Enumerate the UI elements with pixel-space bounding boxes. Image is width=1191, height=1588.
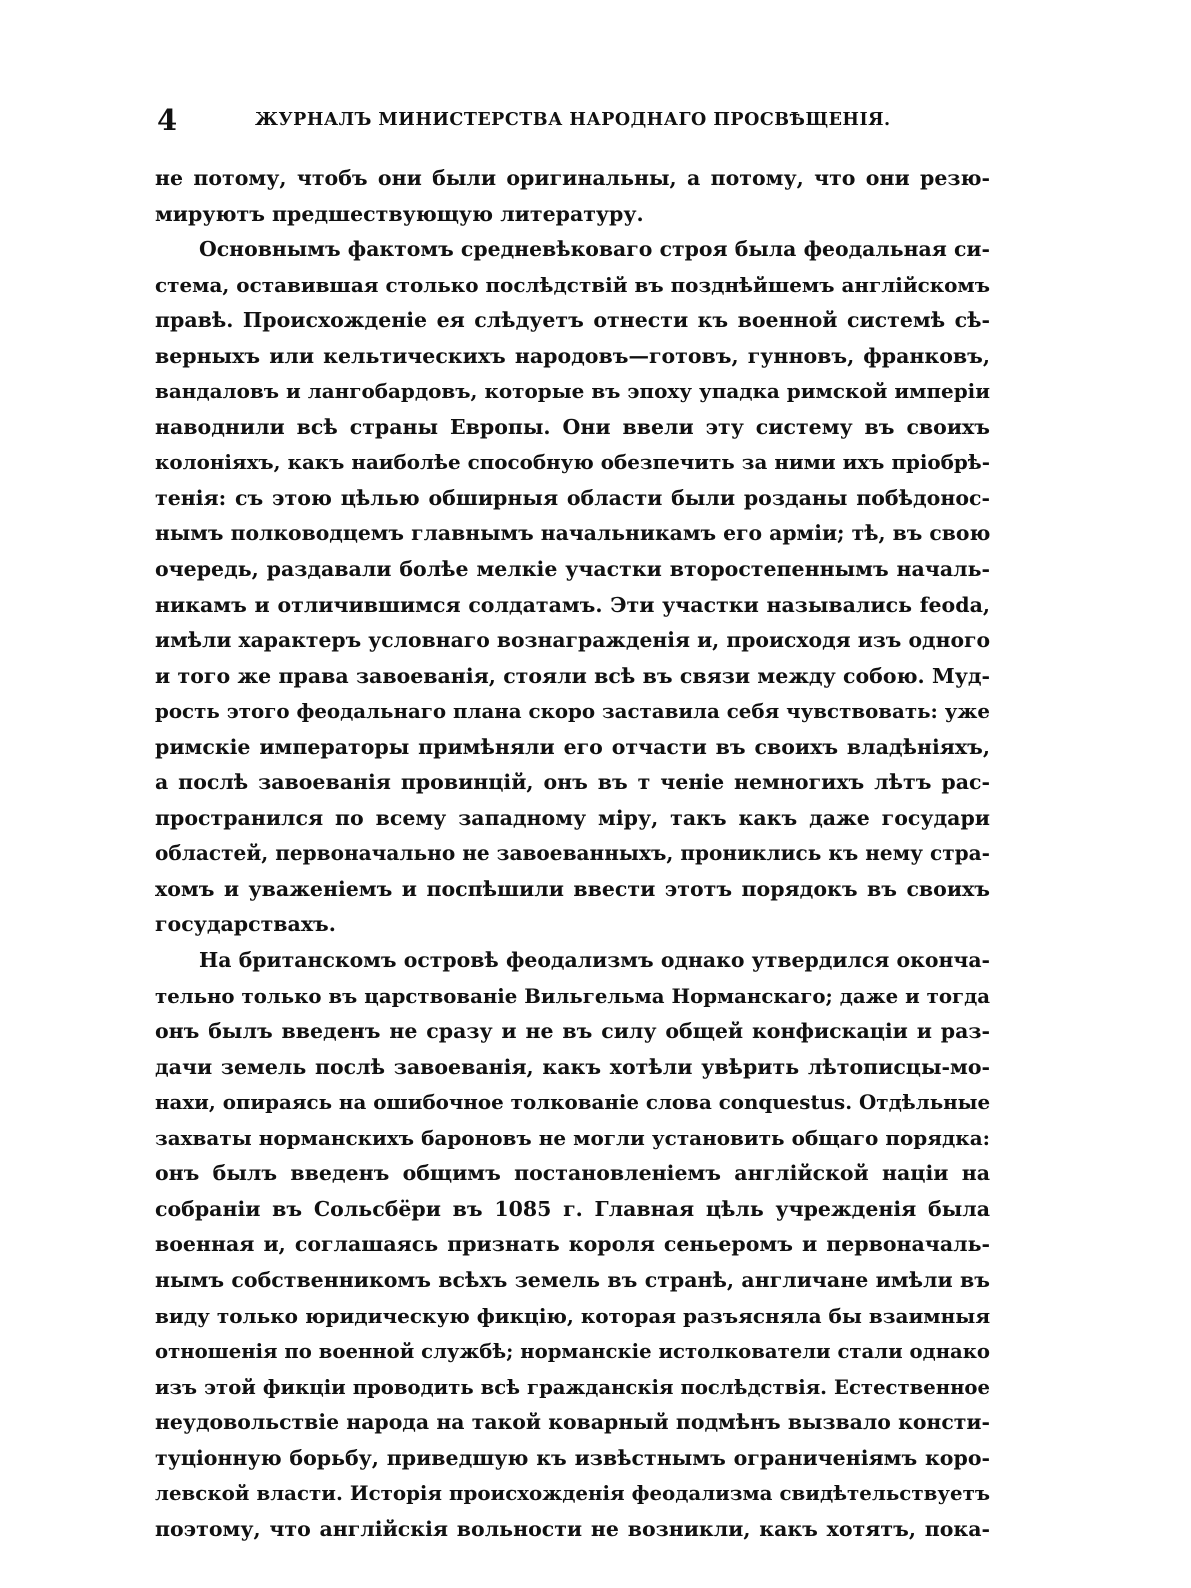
- text-line: тельно только въ царствованіе Вильгельма Норманскаго; даже и тогда: [155, 983, 990, 1008]
- text-line: государствахъ.: [155, 912, 336, 937]
- running-title: ЖУРНАЛЪ МИНИСТЕРСТВА НАРОДНАГО ПРОСВѢЩЕНІЯ.: [255, 110, 891, 130]
- text-line: собраніи въ Сольсбёри въ 1085 г. Главная цѣль учрежденія была: [155, 1196, 990, 1221]
- text-line: верныхъ или кельтическихъ народовъ—готовъ, гунновъ, франковъ,: [155, 343, 990, 368]
- text-line: нымъ собственникомъ всѣхъ земель въ странѣ, англичане имѣли въ: [155, 1267, 990, 1292]
- text-line: нахи, опираясь на ошибочное толкованіе слова conquestus. Отдѣльные: [155, 1090, 991, 1115]
- text-line: правѣ. Происхожденіе ея слѣдуетъ отнести къ военной системѣ сѣ-: [155, 308, 990, 333]
- text-line: туціонную борьбу, приведшую къ извѣстнымъ ограниченіямъ коро-: [155, 1445, 990, 1470]
- paragraph-start-line: Основнымъ фактомъ средневѣковаго строя была феодальная си-: [199, 237, 990, 262]
- text-line: и того же права завоеванія, стояли всѣ въ связи между собою. Муд-: [155, 663, 990, 688]
- text-line: захваты норманскихъ бароновъ не могли установить общаго порядка:: [155, 1125, 990, 1150]
- text-line: онъ былъ введенъ общимъ постановленіемъ англійской націи на: [155, 1161, 990, 1186]
- text-line: очередь, раздавали болѣе мелкіе участки второстепеннымъ началь-: [155, 557, 990, 582]
- text-line: дачи земель послѣ завоеванія, какъ хотѣли увѣрить лѣтописцы-мо-: [155, 1054, 990, 1079]
- text-line: отношенія по военной службѣ; норманскіе истолкователи стали однако: [155, 1340, 990, 1364]
- text-line: рость этого феодальнаго плана скоро заставила себя чувствовать: уже: [155, 699, 990, 724]
- text-line: а послѣ завоеванія провинцій, онъ въ т ченіе немногихъ лѣтъ рас-: [155, 770, 990, 795]
- text-line: виду только юридическую фикцію, которая разъясняла бы взаимныя: [155, 1303, 991, 1328]
- text-line: поэтому, что англійскія вольности не возникли, какъ хотятъ, пока-: [155, 1516, 990, 1541]
- text-line: колоніяхъ, какъ наиболѣе способную обезпечить за ними ихъ пріобрѣ-: [155, 450, 990, 475]
- text-line: никамъ и отличившимся солдатамъ. Эти участки назывались feoda,: [155, 592, 990, 617]
- text-line: онъ былъ введенъ не сразу и не въ силу общей конфискаціи и раз-: [155, 1019, 990, 1044]
- text-line: областей, первоначально не завоеванныхъ, прониклись къ нему стра-: [155, 841, 990, 866]
- paragraph-start-line: На британскомъ островѣ феодализмъ однако утвердился оконча-: [199, 948, 990, 973]
- text-line: хомъ и уваженіемъ и поспѣшили ввести этотъ порядокъ въ своихъ: [155, 876, 990, 901]
- text-line: неудовольствіе народа на такой коварный подмѣнъ вызвало консти-: [155, 1410, 990, 1435]
- text-line: наводнили всѣ страны Европы. Они ввели эту систему въ своихъ: [155, 414, 990, 439]
- text-line: левской власти. Исторія происхожденія феодализма свидѣтельствуетъ: [155, 1481, 990, 1506]
- text-line: мируютъ предшествующую литературу.: [155, 201, 644, 226]
- text-line: пространился по всему западному міру, такъ какъ даже государи: [155, 805, 990, 830]
- text-line: тенія: съ этою цѣлью обширныя области были розданы побѣдонос-: [155, 485, 990, 510]
- text-line: римскіе императоры примѣняли его отчасти въ своихъ владѣніяхъ,: [155, 734, 990, 759]
- page-number: 4: [157, 103, 178, 137]
- body-text: [155, 161, 990, 1547]
- text-line: военная и, соглашаясь признать короля сеньеромъ и первоначаль-: [155, 1232, 990, 1257]
- text-line: вандаловъ и лангобардовъ, которые въ эпоху упадка римской имперіи: [155, 379, 990, 404]
- page-header: [157, 100, 1017, 140]
- text-line: стема, оставившая столько послѣдствій въ позднѣйшемъ англійскомъ: [155, 272, 990, 297]
- text-line: имѣли характеръ условнаго вознагражденія и, происходя изъ одного: [155, 628, 991, 653]
- text-line: изъ этой фикціи проводить всѣ гражданскія послѣдствія. Естественное: [155, 1375, 990, 1399]
- text-line: нымъ полководцемъ главнымъ начальникамъ его арміи; тѣ, въ свою: [155, 521, 991, 546]
- text-line: не потому, чтобъ они были оригинальны, а потому, что они резю-: [155, 166, 990, 190]
